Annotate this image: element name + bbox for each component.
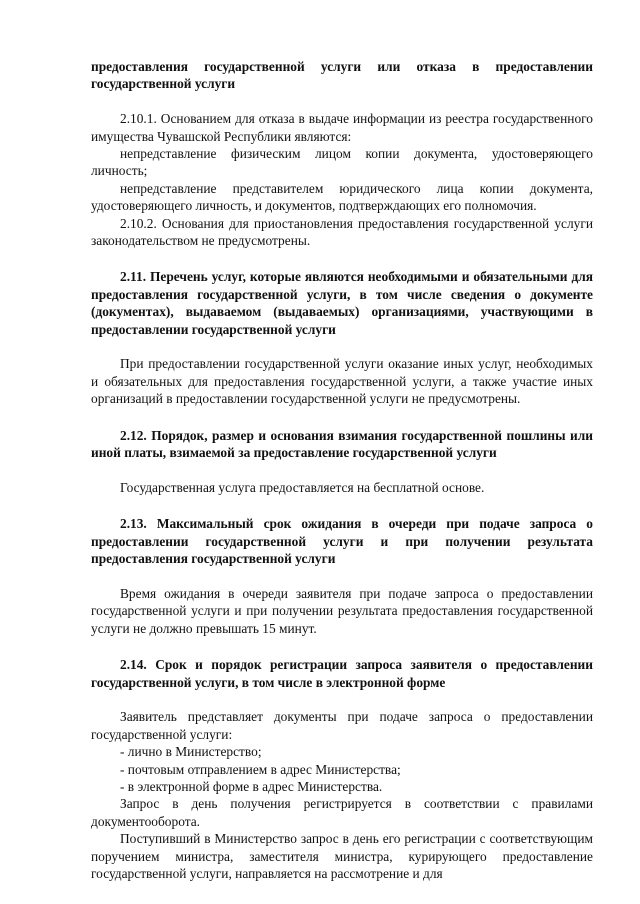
- list-item: - почтовым отправлением в адрес Министерства;: [120, 761, 401, 777]
- paragraph-2-10-2: 2.10.2. Основания для приостановления предоставления государственной услуги законодательством не предусмотрены.: [91, 215, 593, 249]
- section-heading-2-13: 2.13. Максимальный срок ожидания в очереди при подаче запроса о предоставлении государственной услуги и при получении результата предоставления государственной услуги: [91, 516, 593, 567]
- section-heading-2-11: 2.11. Перечень услуг, которые являются необходимыми и обязательными для предоставления государственной услуги, в том числе сведения о документе (документах), выдаваемом (выдаваемых) организациями, участвующими в предоставлении государственной услуги: [91, 269, 593, 337]
- paragraph-2-10-1-item-1: непредставление физическим лицом копии документа, удостоверяющего личность;: [91, 146, 593, 179]
- paragraph-2-10-1-item-2: непредставление представителем юридического лица копии документа, удостоверяющего личность, и документов, подтверждающих его полномочия.: [91, 180, 593, 214]
- paragraph-2-13: Время ожидания в очереди заявителя при подаче запроса о предоставлении государственной услуги и при получении результата предоставления государственной услуги не должно превышать 15 минут.: [91, 585, 593, 636]
- paragraph-2-14-routing: Поступивший в Министерство запрос в день его регистрации с соответствующим поручением министра, заместителя министра, курирующего предоставление государственной услуги, направляется на рассмотрение и для: [91, 831, 593, 881]
- paragraph-2-11: При предоставлении государственной услуги оказание иных услуг, необходимых и обязательных для предоставления государственной услуги, а также участие иных организаций в предоставлении государственной услуги не предусмотрены.: [91, 356, 593, 407]
- list-item: - в электронной форме в адрес Министерства.: [120, 778, 383, 794]
- paragraph-2-14-intro: Заявитель представляет документы при подаче запроса о предоставлении государственной услуги:: [91, 709, 593, 742]
- document-page: [91, 58, 593, 882]
- section-heading-2-12: 2.12. Порядок, размер и основания взимания государственной пошлины или иной платы, взимаемой за предоставление государственной услуги: [91, 427, 593, 461]
- section-heading-continued: предоставления государственной услуги или отказа в предоставлении государственной услуги: [91, 59, 593, 92]
- paragraph-2-12: Государственная услуга предоставляется на бесплатной основе.: [120, 479, 485, 495]
- section-heading-2-14: 2.14. Срок и порядок регистрации запроса заявителя о предоставлении государственной услуги, в том числе в электронной форме: [91, 657, 593, 690]
- list-item: - лично в Министерство;: [120, 744, 262, 760]
- paragraph-2-14-registration: Запрос в день получения регистрируется в соответствии с правилами документооборота.: [91, 796, 593, 829]
- paragraph-2-10-1: 2.10.1. Основанием для отказа в выдаче информации из реестра государственного имущества Чувашской Республики являются:: [91, 111, 593, 144]
